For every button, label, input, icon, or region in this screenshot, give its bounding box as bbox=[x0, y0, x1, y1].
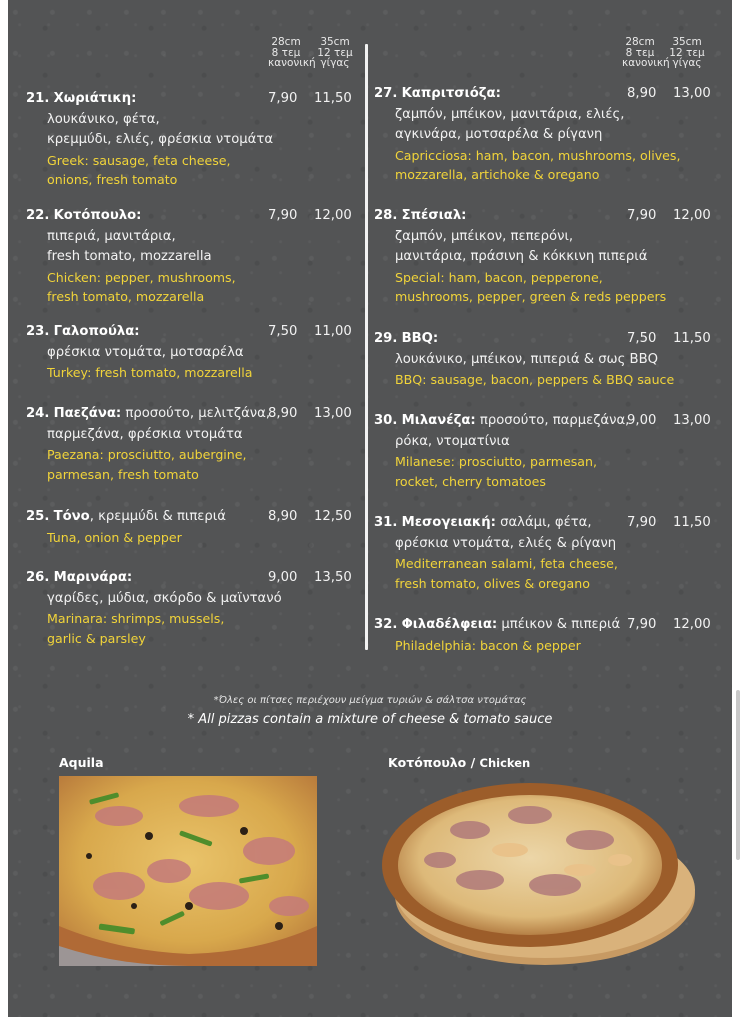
item-ingredients-greek: fresh tomato, mozzarella bbox=[47, 249, 212, 264]
item-ingredients-inline: , κρεμμύδι & πιπεριά bbox=[89, 509, 226, 524]
menu-item bbox=[26, 507, 356, 547]
size-header-regular bbox=[622, 36, 670, 69]
menu-item-title-line bbox=[26, 89, 356, 110]
menu-item bbox=[26, 568, 356, 648]
item-ingredients-english: mushrooms, pepper, green & reds peppers bbox=[395, 289, 667, 304]
photo-label-aquila: Aquila bbox=[59, 755, 104, 770]
item-ingredients-greek: φρέσκια ντομάτα, ελιές & ρίγανη bbox=[395, 535, 617, 551]
item-ingredients-english: parmesan, fresh tomato bbox=[47, 466, 199, 482]
size-label: 28cm bbox=[271, 36, 301, 48]
menu-item-title-line bbox=[374, 329, 708, 350]
item-ingredients-english: Philadelphia: bacon & pepper bbox=[395, 637, 581, 653]
item-number: 31. bbox=[374, 515, 398, 530]
price-regular: 7,50 bbox=[268, 324, 298, 339]
item-ingredients-english: Special: ham, bacon, pepperone, bbox=[395, 269, 603, 285]
item-name: BBQ: bbox=[401, 331, 439, 346]
item-ingredients-english: rocket, cherry tomatoes bbox=[395, 473, 546, 489]
price-regular: 9,00 bbox=[268, 570, 298, 585]
item-number: 28. bbox=[374, 208, 398, 223]
item-ingredients-english: Paezana: prosciutto, aubergine, bbox=[47, 447, 247, 462]
item-name: Μαρινάρα: bbox=[53, 570, 133, 585]
item-ingredients-english: mozzarella, artichoke & oregano bbox=[395, 167, 600, 182]
menu-item bbox=[374, 329, 711, 390]
menu-item-title-line bbox=[26, 206, 356, 227]
item-name: Κοτόπουλο: bbox=[53, 208, 142, 223]
price-giant: 11,50 bbox=[314, 91, 352, 106]
item-ingredients-greek: κρεμμύδι, ελιές, φρέσκια ντομάτα bbox=[47, 132, 274, 147]
menu-item-title-line bbox=[374, 513, 708, 534]
menu-item bbox=[374, 615, 711, 655]
menu-item-title-line bbox=[26, 404, 356, 425]
size-label: 35cm bbox=[320, 36, 350, 48]
item-ingredients-greek: φρέσκια ντομάτα, μοτσαρέλα bbox=[47, 344, 244, 360]
item-name: Τόνο bbox=[53, 509, 90, 524]
item-ingredients-english: Mediterranean salami, feta cheese, bbox=[395, 556, 618, 571]
size-label: 35cm bbox=[672, 36, 702, 48]
item-number: 23. bbox=[26, 324, 50, 339]
item-ingredients-greek: ρόκα, ντοματίνια bbox=[395, 433, 510, 449]
item-ingredients-greek: αγκινάρα, μοτσαρέλα & ρίγανη bbox=[395, 127, 603, 142]
menu-item bbox=[26, 322, 356, 383]
item-ingredients-english: onions, fresh tomato bbox=[47, 172, 178, 187]
item-number: 29. bbox=[374, 331, 398, 346]
menu-item-title-line bbox=[26, 322, 356, 343]
item-ingredients-english: fresh tomato, olives & oregano bbox=[395, 575, 590, 591]
item-number: 24. bbox=[26, 406, 50, 421]
item-ingredients-inline: μπέικον & πιπεριά bbox=[497, 617, 621, 632]
photo-label-greek: Κοτόπουλο / bbox=[388, 755, 480, 770]
item-ingredients-greek: μανιτάρια, πράσινη & κόκκινη πιπεριά bbox=[395, 249, 648, 264]
size-header-giant bbox=[669, 37, 705, 69]
item-name: Φιλαδέλφεια: bbox=[401, 617, 498, 632]
size-label: γίγας bbox=[320, 57, 350, 69]
item-number: 30. bbox=[374, 413, 398, 428]
menu-item bbox=[26, 404, 356, 484]
price-giant: 13,00 bbox=[673, 86, 711, 101]
size-label: κανονική bbox=[268, 57, 316, 69]
price-giant: 12,50 bbox=[314, 509, 352, 524]
menu-item-title-line bbox=[374, 615, 708, 636]
note-greek: *Όλες οι πίτσες περιέχουν μείγμα τυριών & σάλτσα ντομάτας bbox=[213, 695, 527, 706]
size-header-giant bbox=[317, 37, 353, 69]
item-ingredients-english: Turkey: fresh tomato, mozzarella bbox=[47, 365, 253, 380]
item-ingredients-inline: σαλάμι, φέτα, bbox=[495, 515, 592, 530]
price-regular: 7,90 bbox=[627, 617, 657, 632]
price-regular: 8,90 bbox=[268, 406, 298, 421]
item-ingredients-greek: παρμεζάνα, φρέσκια ντομάτα bbox=[47, 426, 243, 442]
price-giant: 12,00 bbox=[673, 208, 711, 223]
item-name: Παεζάνα: bbox=[53, 406, 122, 421]
scrollbar[interactable] bbox=[736, 690, 740, 860]
item-ingredients-greek: ζαμπόν, μπέικον, μανιτάρια, ελιές, bbox=[395, 106, 625, 122]
aquila-pizza-photo bbox=[59, 776, 317, 966]
item-ingredients-greek: γαρίδες, μύδια, σκόρδο & μαϊντανό bbox=[47, 590, 282, 606]
price-giant: 12,00 bbox=[673, 617, 711, 632]
menu-item bbox=[26, 206, 356, 307]
item-ingredients-english: Milanese: prosciutto, parmesan, bbox=[395, 454, 597, 469]
chicken-pizza-photo bbox=[380, 770, 700, 980]
photo-label-chicken bbox=[388, 755, 530, 770]
item-ingredients-english: Marinara: shrimps, mussels, bbox=[47, 611, 225, 626]
item-number: 26. bbox=[26, 570, 50, 585]
item-ingredients-english: fresh tomato, mozzarella bbox=[47, 289, 205, 304]
item-ingredients-inline: προσούτο, παρμεζάνα, bbox=[475, 413, 630, 428]
item-name: Σπέσιαλ: bbox=[401, 208, 467, 223]
item-name: Γαλοπούλα: bbox=[53, 324, 140, 339]
price-giant: 13,50 bbox=[314, 570, 352, 585]
price-regular: 9,00 bbox=[627, 413, 657, 428]
price-regular: 7,90 bbox=[627, 208, 657, 223]
menu-item bbox=[374, 513, 711, 593]
price-giant: 11,00 bbox=[314, 324, 352, 339]
item-name: Μεσογειακή: bbox=[401, 515, 496, 530]
item-ingredients-english: Tuna, onion & pepper bbox=[47, 529, 182, 545]
size-label: κανονική bbox=[622, 57, 670, 69]
item-ingredients-english: Greek: sausage, feta cheese, bbox=[47, 152, 231, 168]
note-english: * All pizzas contain a mixture of cheese & tomato sauce bbox=[187, 712, 553, 727]
item-ingredients-greek: πιπεριά, μανιτάρια, bbox=[47, 228, 176, 244]
item-ingredients-english: Chicken: pepper, mushrooms, bbox=[47, 269, 236, 285]
price-regular: 7,90 bbox=[268, 208, 298, 223]
size-header-regular bbox=[268, 36, 316, 69]
menu-item-title-line bbox=[374, 411, 708, 432]
menu-item-title-line bbox=[374, 206, 708, 227]
item-ingredients-greek: λουκάνικο, μπέικον, πιπεριά & σως BBQ bbox=[395, 351, 659, 367]
item-ingredients-english: garlic & parsley bbox=[47, 630, 146, 646]
item-ingredients-inline: προσούτο, μελιτζάνα, bbox=[121, 406, 271, 421]
size-label: 28cm bbox=[625, 36, 655, 48]
price-regular: 7,90 bbox=[627, 515, 657, 530]
item-ingredients-greek: ζαμπόν, μπέικον, πεπερόνι, bbox=[395, 228, 574, 244]
item-name: Χωριάτικη: bbox=[53, 91, 137, 106]
price-regular: 7,90 bbox=[268, 91, 298, 106]
menu-item bbox=[26, 89, 356, 190]
item-number: 21. bbox=[26, 91, 50, 106]
menu-item-title-line bbox=[26, 507, 356, 528]
price-giant: 13,00 bbox=[673, 413, 711, 428]
item-number: 32. bbox=[374, 617, 398, 632]
photo-label-english: Chicken bbox=[479, 756, 531, 770]
item-ingredients-english: BBQ: sausage, bacon, peppers & BBQ sauce bbox=[395, 372, 675, 387]
menu-page bbox=[8, 0, 732, 1017]
item-ingredients-english: Capricciosa: ham, bacon, mushrooms, olives, bbox=[395, 147, 681, 163]
menu-item bbox=[374, 84, 711, 185]
item-number: 25. bbox=[26, 509, 50, 524]
menu-item-title-line bbox=[26, 568, 356, 589]
size-label: 12 τεμ bbox=[669, 46, 705, 59]
menu-item-title-line bbox=[374, 84, 708, 105]
price-regular: 8,90 bbox=[268, 509, 298, 524]
price-giant: 12,00 bbox=[314, 208, 352, 223]
menu-item bbox=[374, 206, 711, 307]
price-giant: 11,50 bbox=[673, 515, 711, 530]
price-regular: 8,90 bbox=[627, 86, 657, 101]
size-label: 8 τεμ bbox=[271, 46, 301, 59]
item-number: 22. bbox=[26, 208, 50, 223]
price-giant: 13,00 bbox=[314, 406, 352, 421]
item-number: 27. bbox=[374, 86, 398, 101]
size-label: γίγας bbox=[672, 57, 702, 69]
size-label: 12 τεμ bbox=[317, 46, 353, 59]
item-name: Καπριτσιόζα: bbox=[401, 86, 501, 101]
menu-item bbox=[374, 411, 711, 491]
item-name: Μιλανέζα: bbox=[401, 413, 476, 428]
price-giant: 11,50 bbox=[673, 331, 711, 346]
size-label: 8 τεμ bbox=[625, 46, 655, 59]
column-divider bbox=[365, 44, 368, 650]
price-regular: 7,50 bbox=[627, 331, 657, 346]
item-ingredients-greek: λουκάνικο, φέτα, bbox=[47, 111, 160, 127]
